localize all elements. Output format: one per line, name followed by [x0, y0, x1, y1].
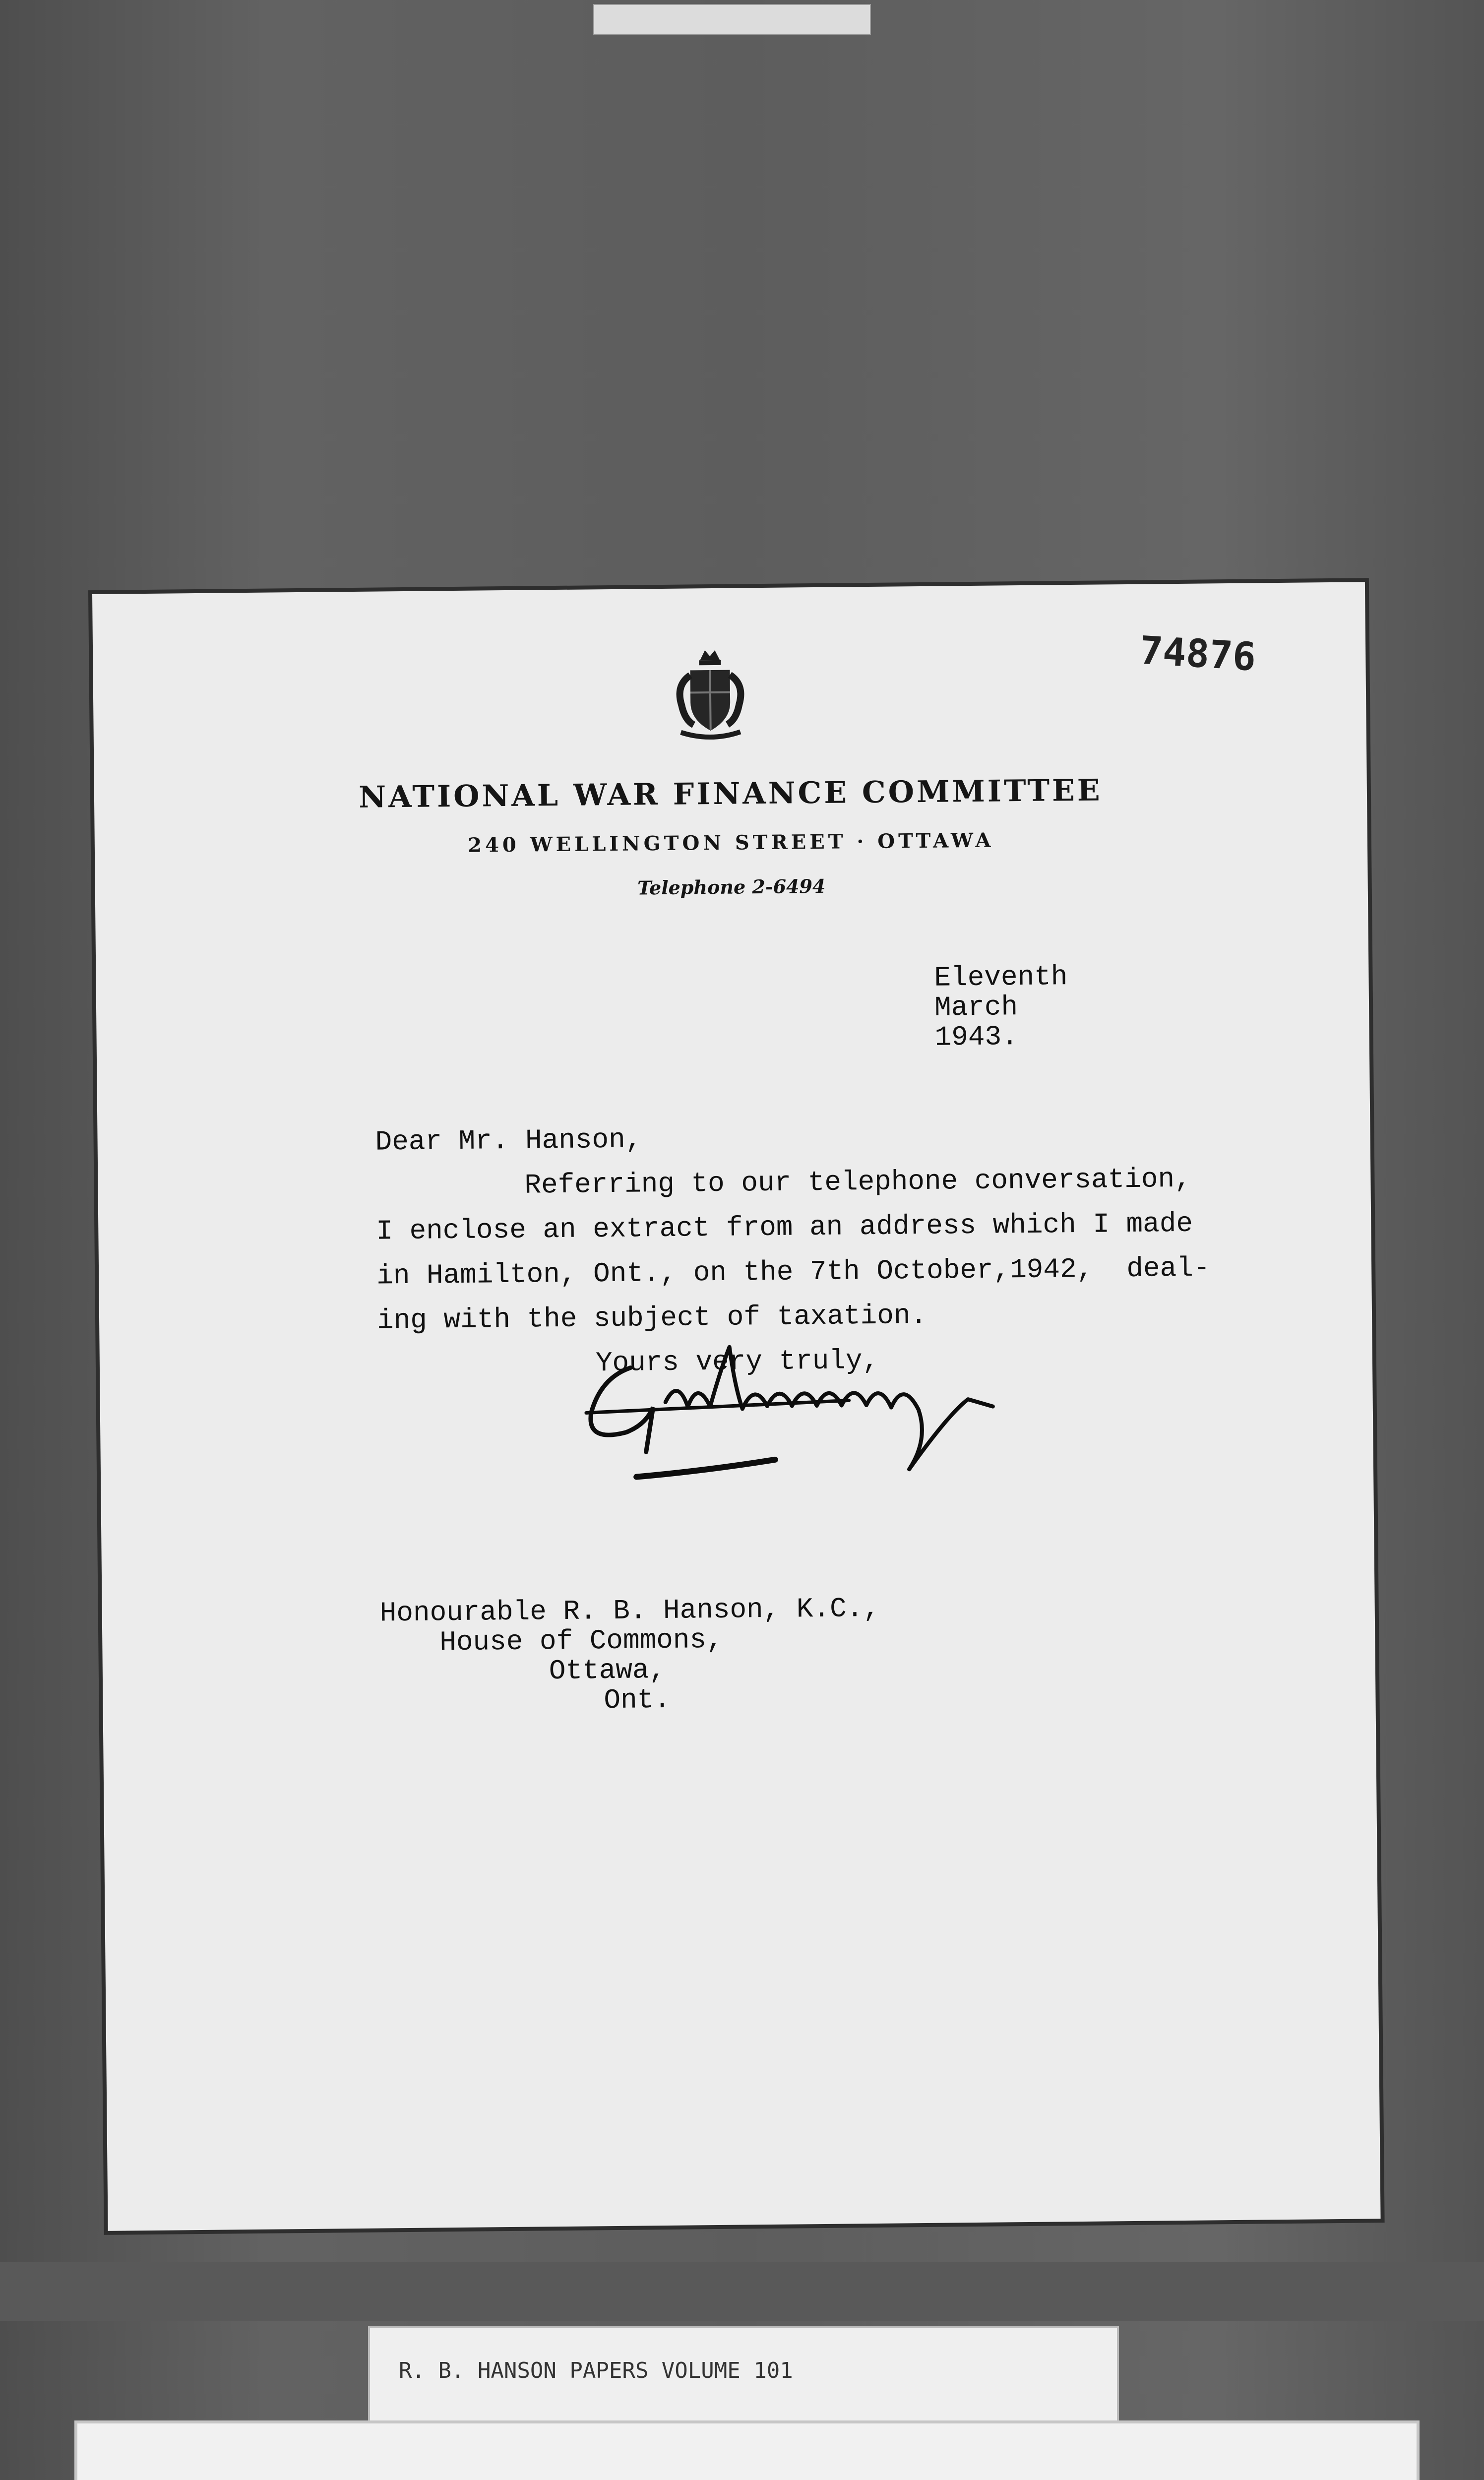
salutation: Dear Mr. Hanson,: [375, 1123, 642, 1158]
handwritten-signature: [570, 1324, 1068, 1492]
recipient-line: Ont.: [604, 1683, 671, 1717]
body-line: Referring to our telephone conversation,: [524, 1163, 1191, 1201]
letterhead-address: 240 WELLINGTON STREET · OTTAWA: [468, 828, 994, 857]
backdrop-strip: [0, 2262, 1484, 2321]
closing: Yours very truly,: [595, 1344, 879, 1379]
body-line: ing with the subject of taxation.: [376, 1299, 928, 1337]
recipient-line: Ottawa,: [549, 1654, 666, 1687]
archives-card: [74, 2420, 1420, 2480]
top-paper-tab: [593, 4, 871, 35]
collection-label: [368, 2326, 1119, 2427]
recipient-line: Honourable R. B. Hanson, K.C.,: [379, 1592, 880, 1629]
date-year: 1943.: [934, 1021, 1018, 1054]
document-number: 74876: [1138, 628, 1257, 680]
date-day: Eleventh: [934, 961, 1068, 994]
letterhead-organization: NATIONAL WAR FINANCE COMMITTEE: [358, 773, 1103, 815]
letter-sheet: [92, 582, 1381, 2231]
recipient-line: House of Commons,: [439, 1623, 723, 1659]
coat-of-arms-emblem: [670, 645, 750, 743]
date-month: March: [934, 991, 1018, 1024]
letterhead-telephone: Telephone 2-6494: [637, 874, 826, 899]
body-line: in Hamilton, Ont., on the 7th October,1942, deal-: [376, 1252, 1210, 1292]
collection-label-text: R. B. HANSON PAPERS VOLUME 101: [399, 2358, 793, 2383]
body-line: I enclose an extract from an address which I made: [376, 1207, 1193, 1247]
